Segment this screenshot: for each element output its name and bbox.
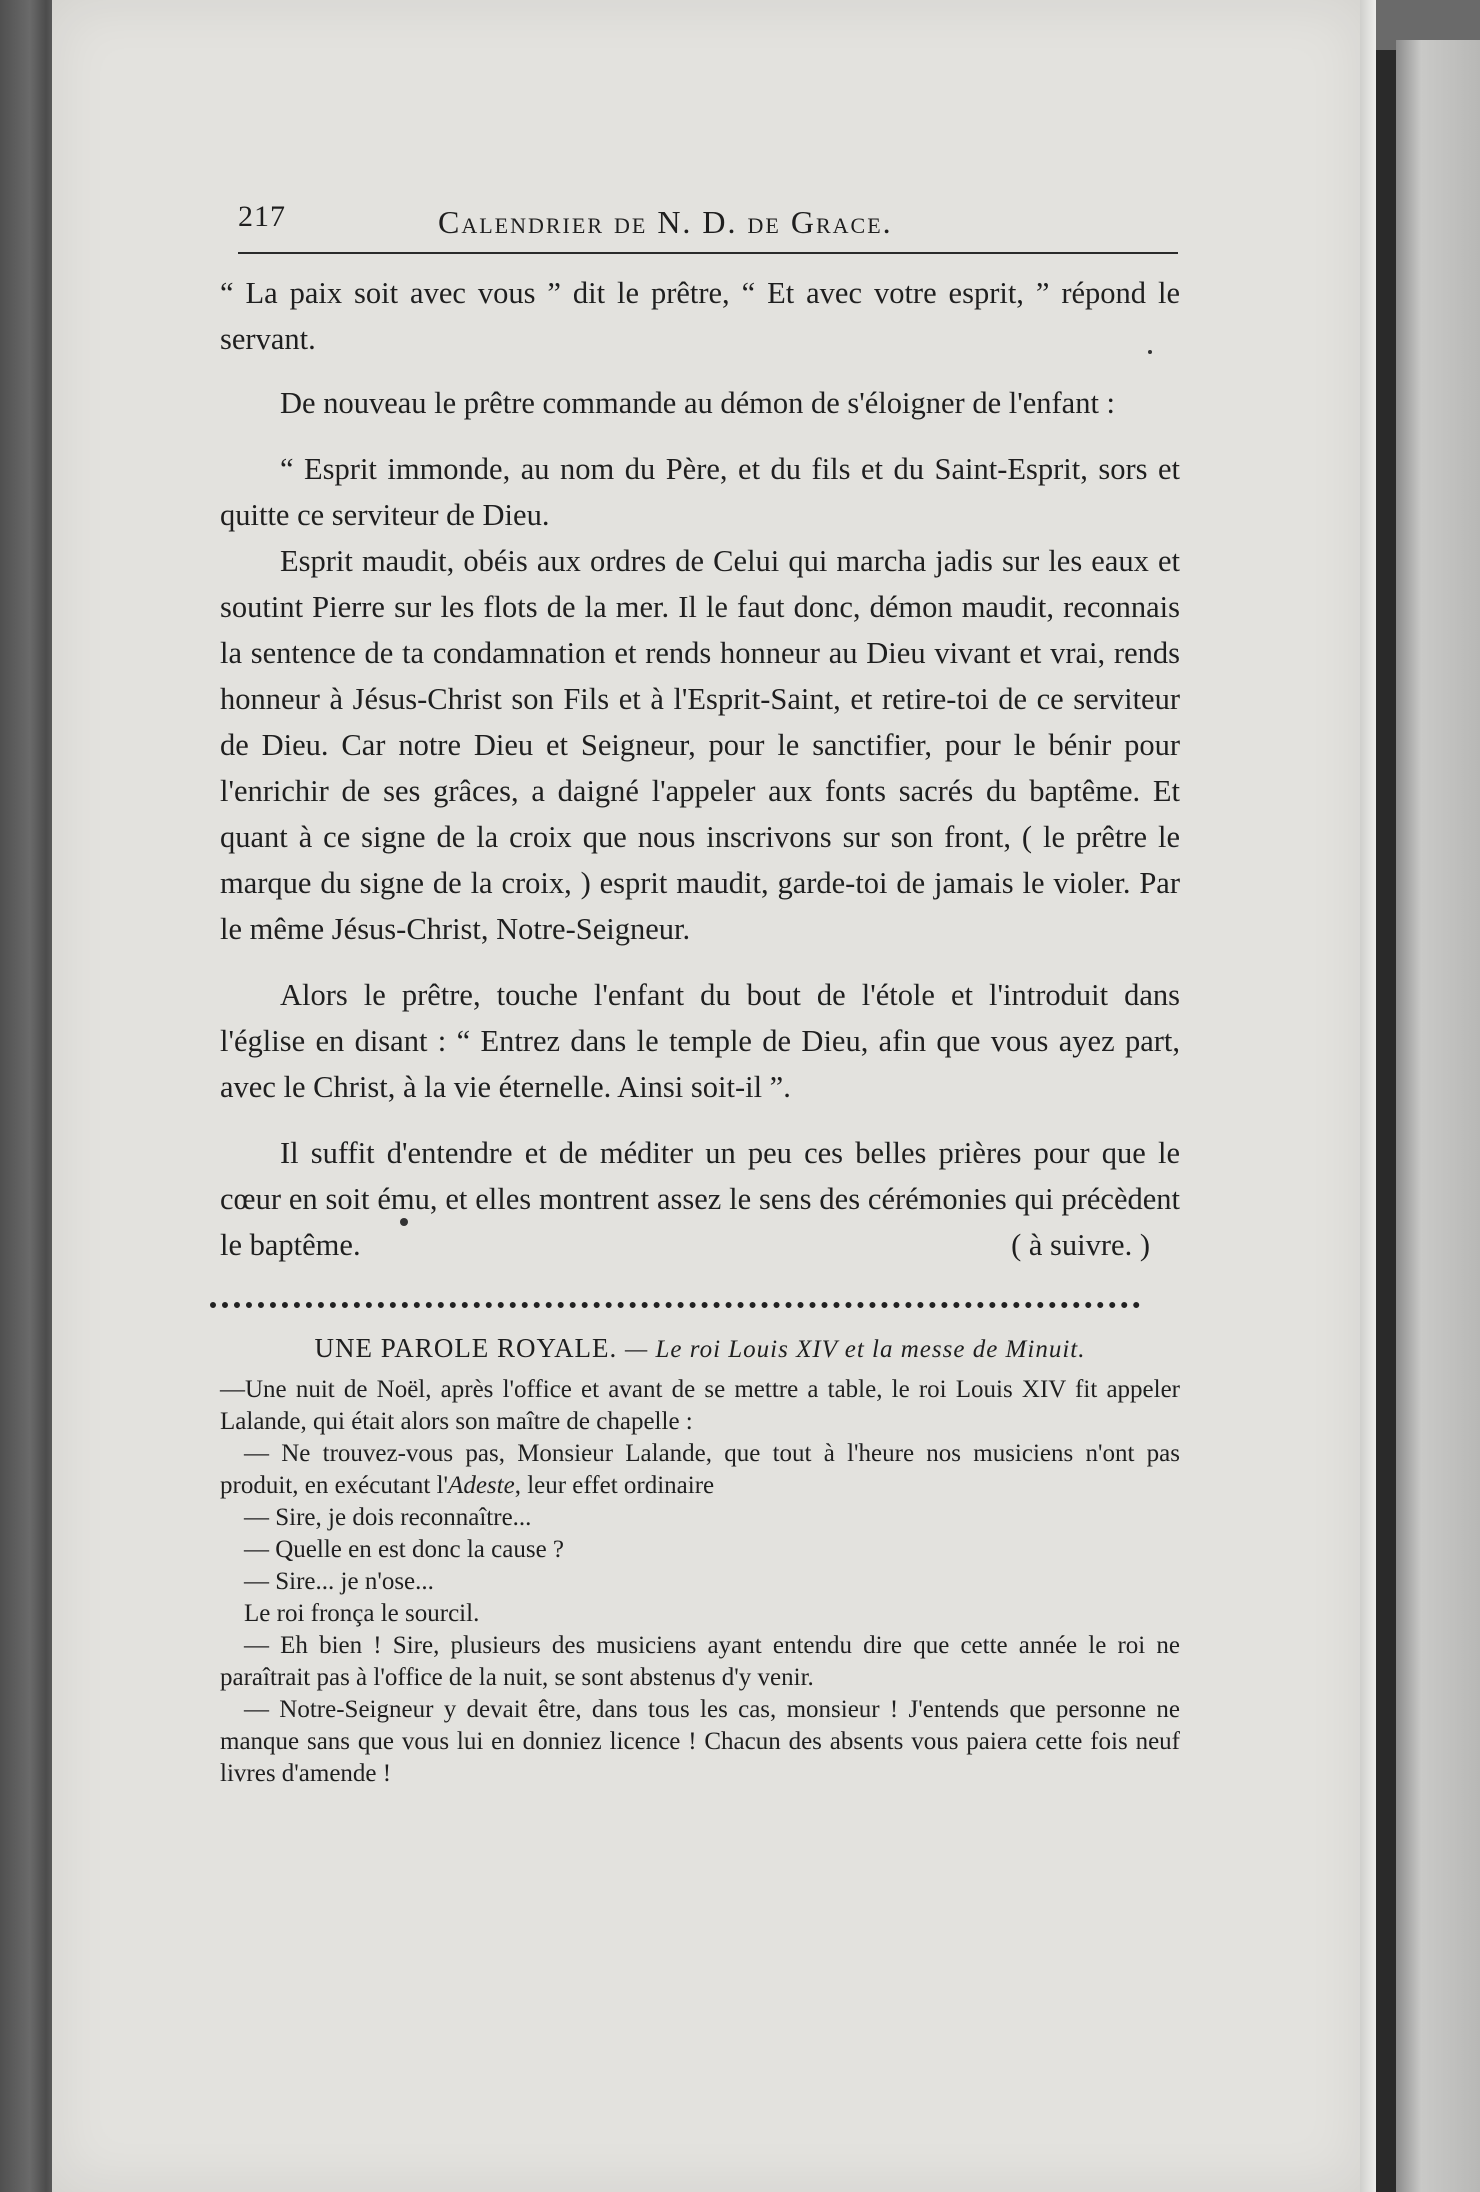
- page-edge: [1360, 0, 1376, 2192]
- paragraph: “ La paix soit avec vous ” dit le prêtre, “ Et avec votre esprit, ” répond le servant.: [220, 276, 1180, 356]
- anecdote-text: , leur effet ordinaire: [514, 1472, 715, 1499]
- anecdote-line: — Sire... je n'ose...: [244, 1568, 434, 1595]
- anecdote-subtitle: — Le roi Louis XIV et la messe de Minuit.: [625, 1336, 1086, 1363]
- anecdote-line: — Sire, je dois reconnaître...: [244, 1504, 532, 1531]
- paragraph: Alors le prêtre, touche l'enfant du bout de l'étole et l'introduit dans l'église en disant : “ Entrez dans le temple de Dieu, afin que vous ayez part, avec le Christ, à la vie éternelle. Ainsi soit-il ”.: [220, 978, 1180, 1104]
- facing-page-edge: [1396, 40, 1480, 2192]
- anecdote-line: — Eh bien ! Sire, plusieurs des musiciens ayant entendu dire que cette année le roi ne paraîtrait pas à l'office de la nuit, se sont abstenus d'y venir.: [220, 1632, 1180, 1691]
- anecdote-line: —Une nuit de Noël, après l'office et avant de se mettre a table, le roi Louis XIV fit appeler Lalande, qui était alors son maître de chapelle :: [220, 1376, 1180, 1435]
- paragraph: Esprit maudit, obéis aux ordres de Celui qui marcha jadis sur les eaux et soutint Pierre sur les flots de la mer. Il le faut donc, démon maudit, reconnais la sentence de ta condamnation et rends honneur au Dieu vivant et vrai, rends honneur à Jésus-Christ son Fils et à l'Esprit-Saint, et retire-toi de ce serviteur de Dieu. Car notre Dieu et Seigneur, pour le sanctifier, pour le bénir pour l'enrichir de ses grâces, a daigné l'appeler aux fonts sacrés du baptême. Et quant à ce signe de la croix que nous inscrivons sur son front, ( le prêtre le marque du signe de la croix, ) esprit maudit, garde-toi de jamais le violer. Par le même Jésus-Christ, Notre-Seigneur.: [220, 544, 1180, 946]
- main-text: [220, 270, 1180, 1268]
- anecdote-italic-title: Adeste: [448, 1472, 515, 1499]
- anecdote-line: — Quelle en est donc la cause ?: [244, 1536, 565, 1563]
- running-header: [220, 190, 1180, 256]
- anecdote-text: — Ne trouvez-vous pas, Monsieur Lalande, que tout à l'heure nos musiciens n'ont pas produit, en exécutant l': [220, 1440, 1180, 1499]
- header-rule: [238, 252, 1178, 254]
- anecdote-title: UNE PAROLE ROYALE.: [314, 1333, 618, 1363]
- anecdote-line: [220, 1438, 1180, 1502]
- page-number: 217: [238, 200, 286, 233]
- anecdote-line: — Notre-Seigneur y devait être, dans tous les cas, monsieur ! J'entends que personne ne manque sans que vous lui en donniez licence ! Chacun des absents vous paiera cette fois neuf livres d'amende !: [220, 1696, 1180, 1787]
- paragraph: Il suffit d'entendre et de méditer un peu ces belles prières pour que le cœur en soit ému, et elles montrent assez le sens des cérémonies qui précèdent le baptême.: [220, 1136, 1180, 1262]
- paragraph: “ Esprit immonde, au nom du Père, et du fils et du Saint-Esprit, sors et quitte ce serviteur de Dieu.: [220, 452, 1180, 532]
- running-title: Calendrier de N. D. de Grace.: [438, 204, 893, 240]
- final-paragraph-block: [220, 1130, 1180, 1268]
- section-divider: [210, 1302, 1140, 1308]
- anecdote-line: Le roi fronça le sourcil.: [244, 1600, 480, 1627]
- gutter-shadow: [1376, 50, 1396, 2192]
- ink-speck: [400, 1218, 408, 1226]
- anecdote-section: [220, 1332, 1180, 1790]
- page-content: [220, 190, 1180, 1790]
- paragraph: De nouveau le prêtre commande au démon de s'éloigner de l'enfant :: [280, 386, 1116, 420]
- ink-speck: [1148, 350, 1152, 354]
- to-be-continued-note: ( à suivre. ): [1011, 1228, 1150, 1262]
- anecdote-heading: [220, 1332, 1180, 1366]
